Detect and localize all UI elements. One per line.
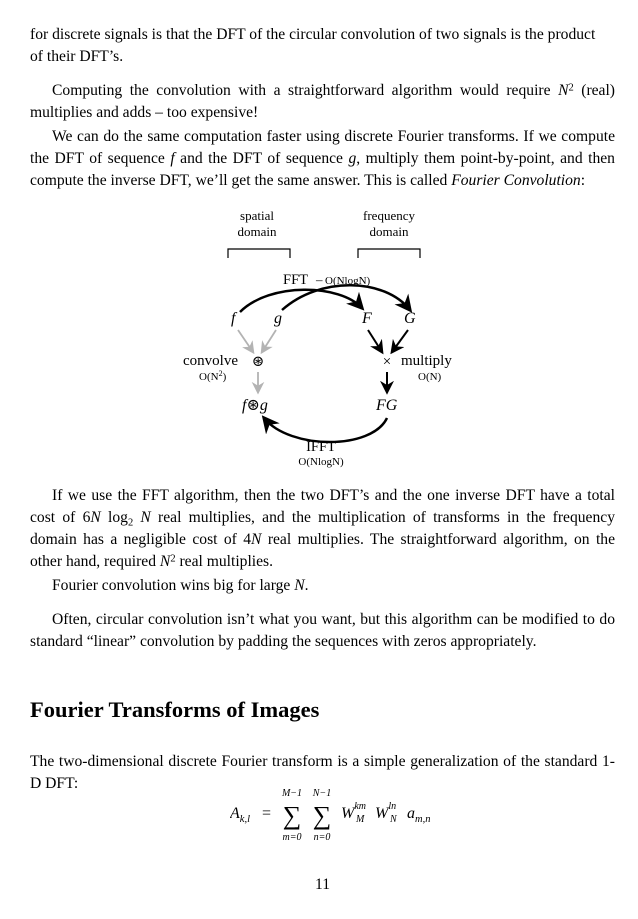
arrow-F-to-multiply <box>368 330 382 352</box>
multiply-cost: O(N) <box>418 371 442 383</box>
formula-w-n: $W^{ln}$ <box>375 801 397 822</box>
multiply-symbol: × <box>382 354 392 370</box>
math-exponent: 2 <box>568 82 574 94</box>
convolve-symbol: ⊛ <box>251 354 265 370</box>
sum1-symbol: ∑ <box>282 801 302 830</box>
paragraph-2d-dft: The two-dimensional discrete Fourier transform is a simple generalization of the standard 1-D DFT: <box>30 753 615 792</box>
arrow-g-to-convolve <box>262 330 276 352</box>
formula-lhs: $A_{k,l}$ <box>230 805 250 825</box>
arrow-G-to-multiply <box>392 330 408 352</box>
fft-cost: O(NlogN) <box>325 275 371 287</box>
math-n: N <box>90 509 101 526</box>
math-n: N <box>133 509 151 526</box>
text: , multiply them point-by-point, and then compute the inverse DFT, we’ll get the same answer. This is called <box>30 150 615 189</box>
label-f: f <box>231 310 236 327</box>
sum2-lower: n=0 <box>313 832 331 843</box>
formula-w-m-sub: M <box>356 814 365 825</box>
math-subscript: 2 <box>127 517 134 529</box>
math-exponent: 2 <box>170 553 176 565</box>
ifft-label: IFFT <box>306 439 336 455</box>
arrow-f-to-convolve <box>238 330 253 352</box>
multiply-label: multiply <box>401 353 452 369</box>
term-fourier-convolution: Fourier Convolution <box>451 172 581 189</box>
text: Computing the convolution with a straightforward algorithm would require <box>52 82 559 99</box>
text: We can do the same computation faster using discrete Fourier transforms. If we compute the DFT of sequence <box>30 128 615 167</box>
fft-dash: – <box>316 272 323 287</box>
sum2-symbol: ∑ <box>312 801 332 830</box>
formula-w-m: $W^{km}$ <box>341 801 366 822</box>
math-n: N <box>159 553 171 570</box>
math-g: g <box>348 150 357 167</box>
math-n: N <box>251 531 262 548</box>
math-n: N <box>294 577 305 594</box>
paragraph-fft-cost <box>30 485 615 573</box>
text: log <box>100 509 128 526</box>
math-n: N <box>558 82 569 99</box>
text: real multiplies, and the multiplication of transforms in the frequency domain has a negligible cost of 4 <box>30 509 615 548</box>
text: Fourier convolution wins big for large <box>52 577 295 594</box>
dft-2d-formula <box>230 784 530 844</box>
fft-label: FFT <box>283 272 308 288</box>
text: and the DFT of sequence <box>174 150 349 167</box>
text: (real) multiplies and adds – too expensive! <box>30 82 616 121</box>
page <box>30 0 615 919</box>
math-f: f <box>170 150 175 167</box>
frequency-label-line1: frequency <box>363 208 415 223</box>
text: : <box>580 172 586 189</box>
paragraph-linear-convolution: Often, circular convolution isn’t what you want, but this algorithm can be modified to do standard “linear” convolution by padding the sequences with zeros appropriately. <box>30 611 615 650</box>
ifft-cost: O(NlogN) <box>298 456 344 468</box>
fourier-convolution-diagram <box>0 200 638 480</box>
fft-arrow-f-to-F <box>240 290 362 312</box>
paragraph-wins-big <box>30 575 615 597</box>
sum2-upper: N−1 <box>312 788 332 799</box>
paragraph-fourier-method <box>30 126 615 192</box>
frequency-label-line2: domain <box>369 224 409 239</box>
spatial-label-line2: domain <box>237 224 277 239</box>
text: real multiplies. <box>175 553 274 570</box>
sum1-upper: M−1 <box>281 788 303 799</box>
paragraph-straightforward <box>30 80 615 124</box>
text-line: for discrete signals is that the DFT of the circular convolution of two signals is the product <box>30 26 596 43</box>
text: . <box>304 577 309 594</box>
label-f-conv-g: f⊛g <box>242 397 268 414</box>
spatial-bracket <box>228 249 290 258</box>
text: If we use the FFT algorithm, then the two DFT’s and the one inverse DFT have a total cost of 6 <box>30 487 615 526</box>
label-F: F <box>362 310 372 327</box>
text: real multiplies. The straightforward algorithm, on the other hand, required <box>30 531 615 570</box>
convolve-cost: $O(N^2)$ <box>199 369 227 383</box>
convolve-label: convolve <box>183 353 238 369</box>
label-g: g <box>274 310 282 327</box>
text-line: of their DFT’s. <box>30 48 124 65</box>
section-heading: Fourier Transforms of Images <box>30 697 320 722</box>
label-G: G <box>404 310 416 327</box>
page-number: 11 <box>314 876 330 893</box>
paragraph-dft-property <box>30 24 615 68</box>
label-FG: FG <box>376 397 398 414</box>
formula-w-n-sub: N <box>390 814 397 825</box>
sum1-lower: m=0 <box>282 832 302 843</box>
spatial-label-line1: spatial <box>240 208 274 223</box>
formula-equals: = <box>262 805 272 822</box>
formula-a: $a_{m,n}$ <box>407 805 431 825</box>
frequency-bracket <box>358 249 420 258</box>
